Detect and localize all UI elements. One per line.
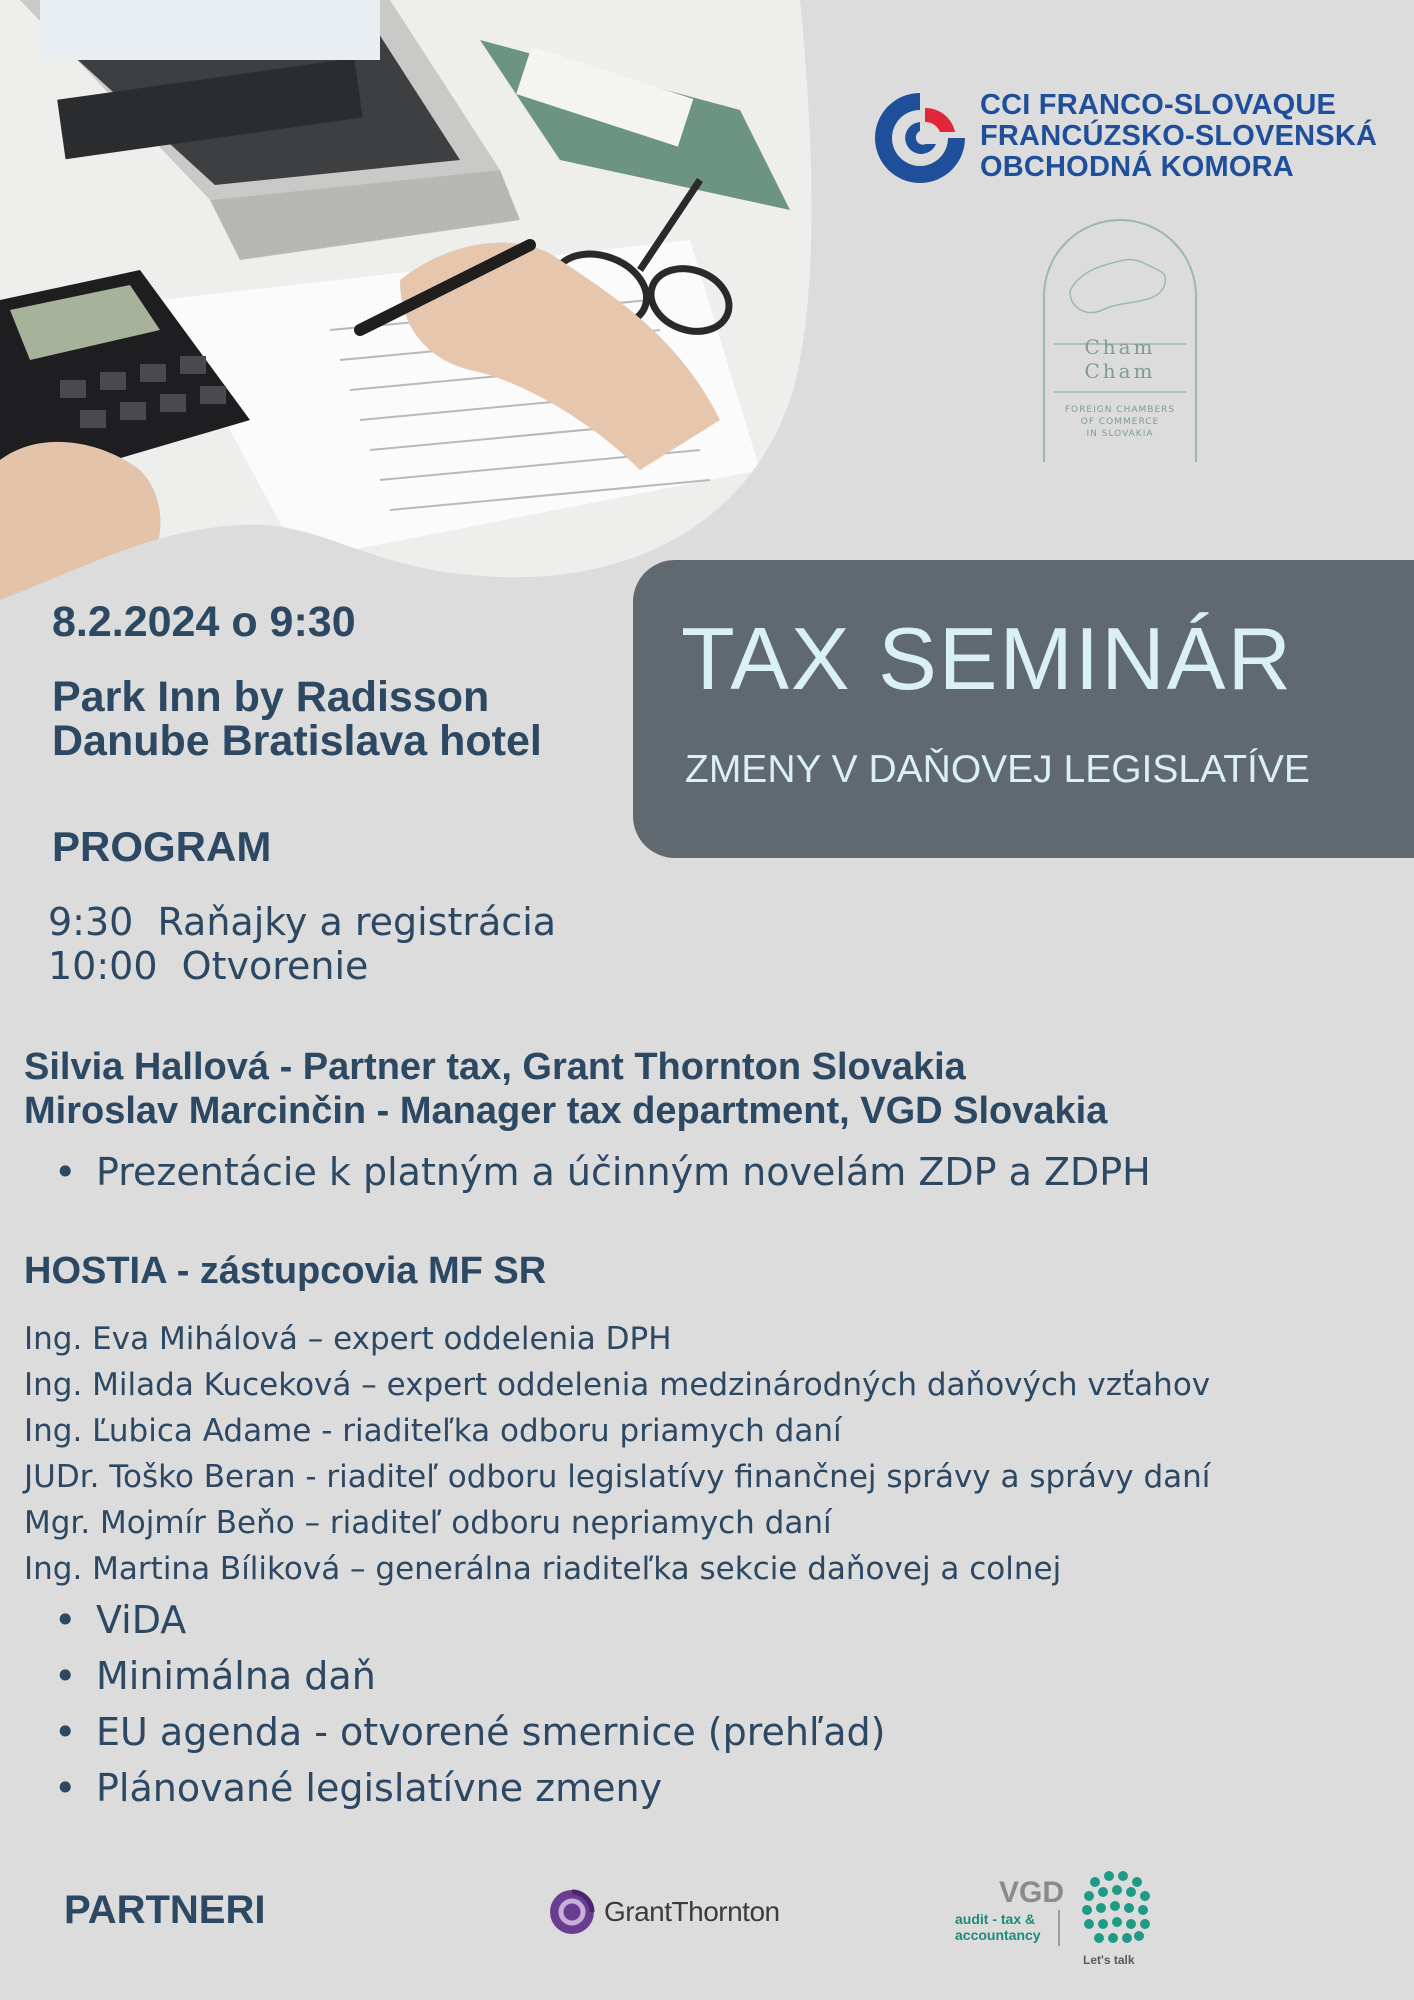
- grant-thornton-name: GrantThornton: [604, 1896, 780, 1927]
- program-heading: PROGRAM: [52, 823, 272, 870]
- chamcham-sub-line-3: IN SLOVAKIA: [1086, 429, 1154, 439]
- seminar-subtitle: ZMENY V DAŇOVEJ LEGISLATÍVE: [685, 748, 1310, 791]
- speaker-line: Miroslav Marcinčin - Manager tax department, VGD Slovakia: [24, 1090, 1108, 1132]
- guests-heading: HOSTIA - zástupcovia MF SR: [24, 1250, 547, 1292]
- guest-item: Ing. Ľubica Adame - riaditeľka odboru priamych daní: [24, 1413, 842, 1449]
- cci-name-line-2: FRANCÚZSKO-SLOVENSKÁ: [980, 120, 1378, 152]
- topic-item: • ViDA: [24, 1592, 885, 1648]
- chamcham-sub-line-1: FOREIGN CHAMBERS: [1064, 405, 1176, 415]
- cci-logo: [870, 88, 1390, 188]
- topic-item: • EU agenda - otvorené smernice (prehľad): [24, 1704, 885, 1760]
- vgd-slogan: Let's talk: [1083, 1953, 1135, 1967]
- cci-emblem-icon: [870, 88, 970, 188]
- vgd-tagline-1: audit - tax &: [955, 1911, 1036, 1927]
- chamcham-logo: [1040, 216, 1200, 466]
- topics-bullets: [24, 1592, 885, 1816]
- speakers-bullets: [24, 1150, 1151, 1194]
- guests-list: [24, 1316, 1210, 1592]
- guest-item: JUDr. Toško Beran - riaditeľ odboru legislatívy finančnej správy a správy daní: [24, 1459, 1211, 1495]
- partners-heading: PARTNERI: [64, 1888, 266, 1932]
- title-panel: [633, 560, 1414, 858]
- topic-item: • Minimálna daň: [24, 1648, 885, 1704]
- guest-item: Ing. Milada Kuceková – expert oddelenia medzinárodných daňových vzťahov: [24, 1367, 1211, 1403]
- guest-item: Mgr. Mojmír Beňo – riaditeľ odboru nepriamych daní: [24, 1505, 832, 1541]
- speaker-line: Silvia Hallová - Partner tax, Grant Thornton Slovakia: [24, 1046, 966, 1088]
- venue-line-1: Park Inn by Radisson: [52, 673, 490, 721]
- chamcham-sub-line-2: OF COMMERCE: [1080, 417, 1160, 427]
- vgd-logo: [955, 1852, 1165, 1972]
- schedule-item: 9:30 Raňajky a registrácia: [48, 900, 557, 944]
- hero-photo: [0, 0, 820, 600]
- vgd-tagline-2: accountancy: [955, 1927, 1041, 1943]
- grant-thornton-emblem-icon: [548, 1888, 596, 1936]
- vgd-dots-icon: [1082, 1871, 1150, 1943]
- chamcham-name-line-2: Cham: [1084, 359, 1156, 383]
- guest-item: Ing. Eva Mihálová – expert oddelenia DPH: [24, 1321, 672, 1357]
- cci-name-line-1: CCI FRANCO-SLOVAQUE: [980, 89, 1337, 121]
- seminar-title: TAX SEMINÁR: [681, 609, 1294, 708]
- bullet-item: • Prezentácie k platným a účinným novelám ZDP a ZDPH: [24, 1150, 1151, 1194]
- guest-item: Ing. Martina Bíliková – generálna riaditeľka sekcie daňovej a colnej: [24, 1551, 1062, 1587]
- speakers: [24, 1045, 1107, 1133]
- vgd-name: VGD: [999, 1876, 1065, 1909]
- event-datetime: 8.2.2024 o 9:30: [52, 598, 356, 646]
- grant-thornton-logo: [548, 1888, 808, 1938]
- program-schedule: [48, 900, 556, 988]
- cci-name-line-3: OBCHODNÁ KOMORA: [980, 151, 1294, 183]
- event-venue: [52, 675, 542, 763]
- chamcham-name-line-1: Cham: [1084, 335, 1156, 359]
- topic-item: • Plánované legislatívne zmeny: [24, 1760, 885, 1816]
- venue-line-2: Danube Bratislava hotel: [52, 717, 542, 765]
- schedule-item: 10:00 Otvorenie: [48, 944, 369, 988]
